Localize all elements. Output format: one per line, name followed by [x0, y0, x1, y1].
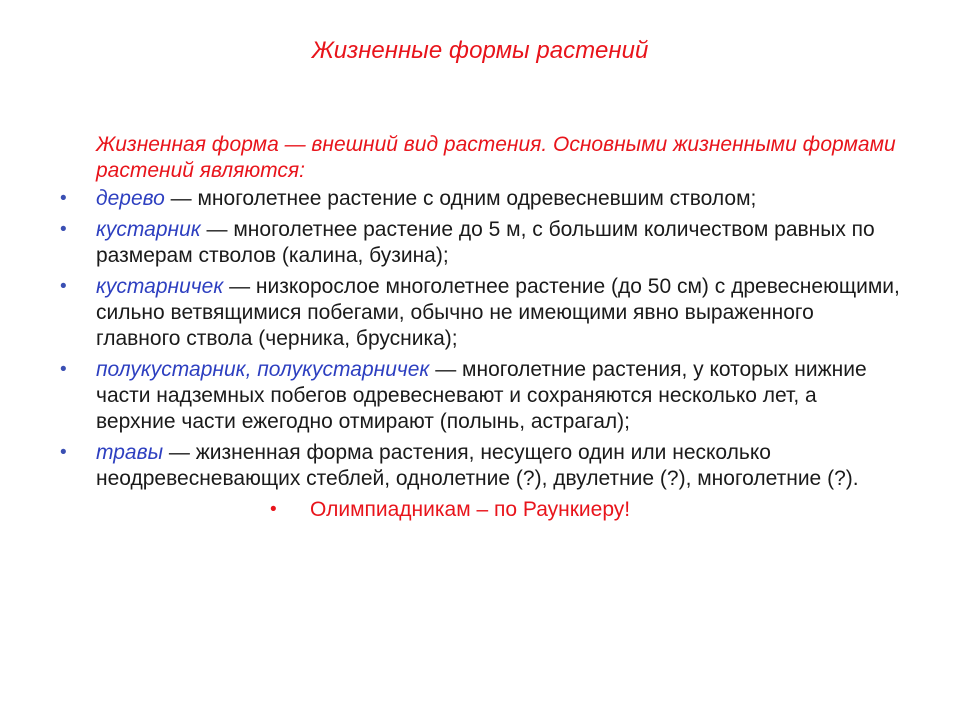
description-subshrub: — многолетние растения, у которых нижние части надземных побегов одревесневают и сохраняются несколько лет, а верхние части ежегодно отмирают (полынь, астрагал);	[96, 358, 867, 433]
bullet-icon: •	[60, 359, 67, 380]
slide-title: Жизненные формы растений	[311, 37, 649, 64]
slide-content	[60, 132, 900, 523]
description-tree: — многолетнее растение с одним одревесневшим стволом;	[164, 187, 757, 210]
list-item-herbs	[60, 440, 900, 492]
term-dwarf-shrub: кустарничек	[96, 275, 224, 298]
intro-text: Жизненная форма — внешний вид растения. Основными жизненными формами растений являются:	[96, 133, 896, 182]
bullet-icon: •	[270, 499, 277, 520]
term-herbs: травы	[96, 441, 164, 464]
bullet-icon: •	[60, 276, 67, 297]
term-tree: дерево	[96, 187, 165, 210]
list-item-subshrub	[60, 357, 900, 435]
term-subshrub: полукустарник, полукустарничек	[96, 358, 430, 381]
bullet-icon: •	[60, 219, 67, 240]
final-note-text: Олимпиадникам – по Раункиеру!	[310, 498, 631, 521]
description-shrub: — многолетнее растение до 5 м, с большим количеством равных по размерам стволов (калина, бузина);	[96, 218, 875, 267]
list-item-shrub	[60, 217, 900, 269]
list-item-dwarf-shrub	[60, 274, 900, 352]
bullet-icon: •	[60, 188, 67, 209]
list-item-tree	[60, 186, 900, 212]
description-dwarf-shrub: — низкорослое многолетнее растение (до 50 см) с древеснеющими, сильно ветвящимися побегами, обычно не имеющими явно выраженного главного ствола (черника, брусника);	[96, 275, 900, 350]
description-herbs: — жизненная форма растения, несущего один или несколько неодревесневающих стеблей, однолетние (?), двулетние (?), многолетние (?).	[96, 441, 859, 490]
bullet-icon: •	[60, 442, 67, 463]
final-note	[60, 497, 900, 523]
term-shrub: кустарник	[96, 218, 201, 241]
